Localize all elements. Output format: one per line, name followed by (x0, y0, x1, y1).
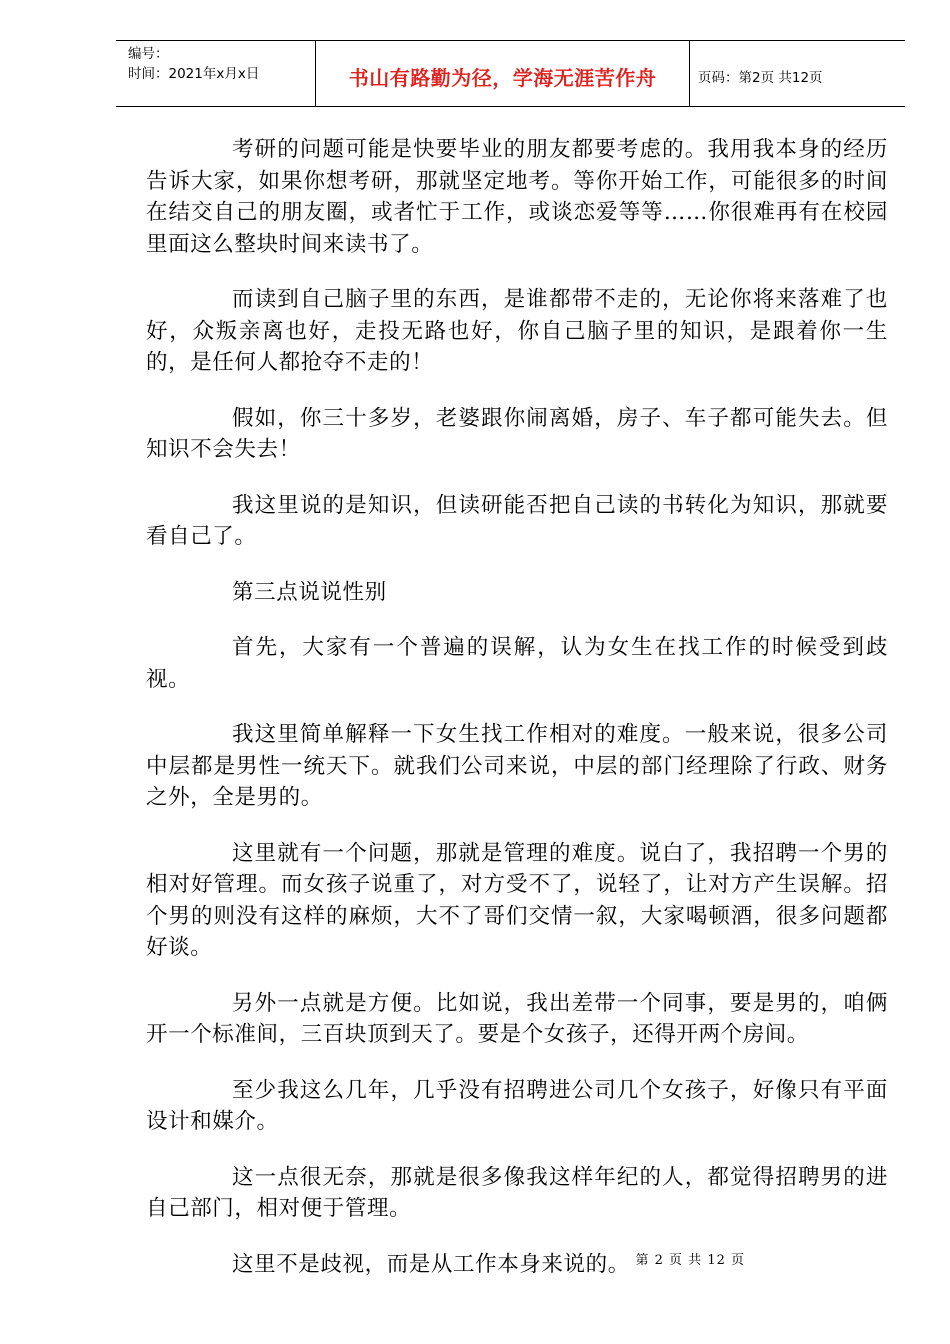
document-body (146, 134, 888, 1304)
paragraph: 这里就有一个问题，那就是管理的难度。说白了，我招聘一个男的相对好管理。而女孩子说重了，对方受不了，说轻了，让对方产生误解。招个男的则没有这样的麻烦，大不了哥们交情一叙，大家喝顿酒，很多问题都好谈。 (146, 840, 888, 960)
header-page-cell (690, 41, 905, 106)
paragraph: 考研的问题可能是快要毕业的朋友都要考虑的。我用我本身的经历告诉大家，如果你想考研，那就坚定地考。等你开始工作，可能很多的时间在结交自己的朋友圈，或者忙于工作，或谈恋爱等等……你很难再有在校园里面这么整块时间来读书了。 (146, 137, 888, 257)
serial-number-label: 编号： (128, 46, 169, 62)
paragraph: 这里不是歧视，而是从工作本身来说的。 (232, 1251, 630, 1277)
paragraph: 首先，大家有一个普遍的误解，认为女生在找工作的时候受到歧视。 (146, 635, 888, 692)
paragraph: 另外一点就是方便。比如说，我出差带一个同事，要是男的，咱俩开一个标准间，三百块顶到天了。要是个女孩子，还得开两个房间。 (146, 990, 888, 1047)
paragraph: 这一点很无奈，那就是很多像我这样年纪的人，都觉得招聘男的进自己部门，相对便于管理。 (146, 1164, 888, 1221)
paragraph: 至少我这么几年，几乎没有招聘进公司几个女孩子，好像只有平面设计和媒介。 (146, 1077, 888, 1134)
paragraph: 我这里说的是知识，但读研能否把自己读的书转化为知识，那就要看自己了。 (146, 492, 888, 549)
time-label: 时间：2021年x月x日 (128, 66, 260, 82)
paragraph: 而读到自己脑子里的东西，是谁都带不走的，无论你将来落难了也好，众叛亲离也好，走投无路也好，你自己脑子里的知识，是跟着你一生的，是任何人都抢夺不走的！ (146, 287, 888, 375)
page-footer (0, 1249, 950, 1268)
section-heading: 第三点说说性别 (232, 579, 387, 605)
document-header (116, 40, 905, 107)
header-meta (116, 41, 316, 106)
page-info: 页码：第2页 共12页 (698, 69, 823, 86)
paragraph: 我这里简单解释一下女生找工作相对的难度。一般来说，很多公司中层都是男性一统天下。就我们公司来说，中层的部门经理除了行政、财务之外，全是男的。 (146, 722, 888, 810)
header-motto-cell (316, 41, 690, 106)
motto-text: 书山有路勤为径，学海无涯苦作舟 (348, 66, 657, 90)
footer-page-number: 第 2 页 共 12 页 (635, 1253, 745, 1268)
paragraph: 假如，你三十多岁，老婆跟你闹离婚，房子、车子都可能失去。但知识不会失去！ (146, 405, 888, 462)
